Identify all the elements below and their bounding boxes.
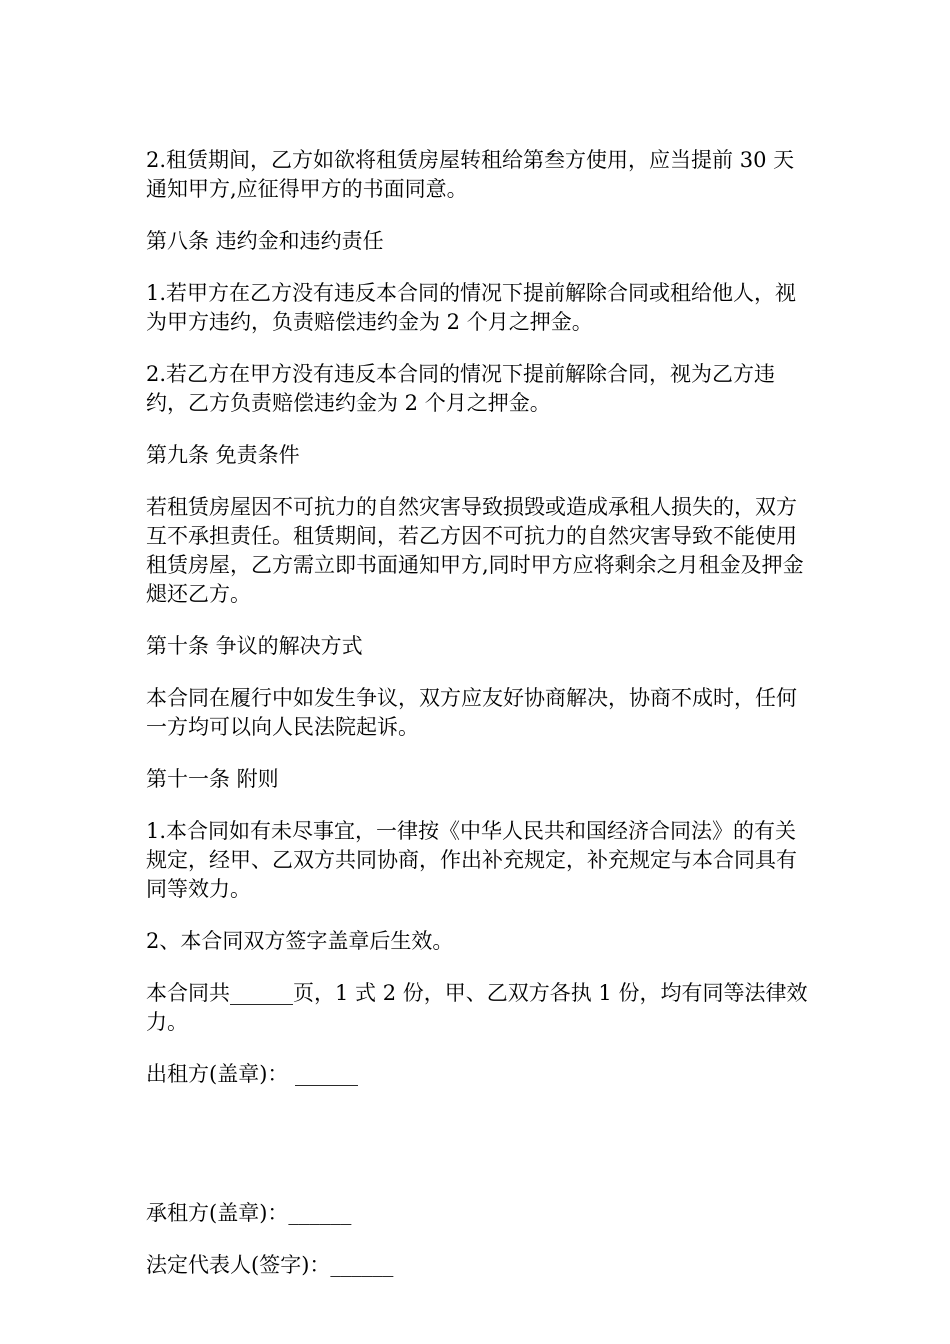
clause-11-item-2: 2、本合同双方签字盖章后生效。 xyxy=(146,929,454,953)
article-11-heading: 第十一条 附则 xyxy=(146,767,279,791)
legal-rep-signature-line: 法定代表人(签字)：______ xyxy=(146,1253,394,1277)
signature-spacer xyxy=(146,1112,814,1199)
clause-8-item-2: 2.若乙方在甲方没有违反本合同的情况下提前解除合同，视为乙方违约，乙方负责赔偿违约金为 2 个月之押金。 xyxy=(146,362,776,415)
article-8-heading: 第八条 违约金和违约责任 xyxy=(146,229,384,253)
clause-8-item-1: 1.若甲方在乙方没有违反本合同的情况下提前解除合同或租给他人，视为甲方违约，负责赔偿违约金为 2 个月之押金。 xyxy=(146,281,797,334)
lessor-signature-line: 出租方(盖章)： ______ xyxy=(146,1062,359,1086)
document-body xyxy=(146,146,814,1303)
article-10-heading: 第十条 争议的解决方式 xyxy=(146,634,363,658)
clause-9-text: 若租赁房屋因不可抗力的自然灾害导致损毁或造成承租人损失的，双方互不承担责任。租赁期间，若乙方因不可抗力的自然灾害导致不能使用租赁房屋，乙方需立即书面通知甲方,同时甲方应将剩余之月租金及押金煺还乙方。 xyxy=(146,495,804,606)
article-9-heading: 第九条 免责条件 xyxy=(146,443,300,467)
clause-7-item-2: 2.租赁期间，乙方如欲将租赁房屋转租给第叁方使用，应当提前 30 天通知甲方,应征得甲方的书面同意。 xyxy=(146,148,795,201)
clause-10-text: 本合同在履行中如发生争议，双方应友好协商解决，协商不成时，任何一方均可以向人民法院起诉。 xyxy=(146,686,797,739)
clause-11-item-3: 本合同共______页，1 式 2 份，甲、乙双方各执 1 份，均有同等法律效力。 xyxy=(146,981,808,1034)
clause-11-item-1: 1.本合同如有未尽事宜，一律按《中华人民共和国经济合同法》的有关规定，经甲、乙双方共同协商，作出补充规定，补充规定与本合同具有同等效力。 xyxy=(146,819,797,901)
lessee-signature-line: 承租方(盖章)：______ xyxy=(146,1201,352,1225)
